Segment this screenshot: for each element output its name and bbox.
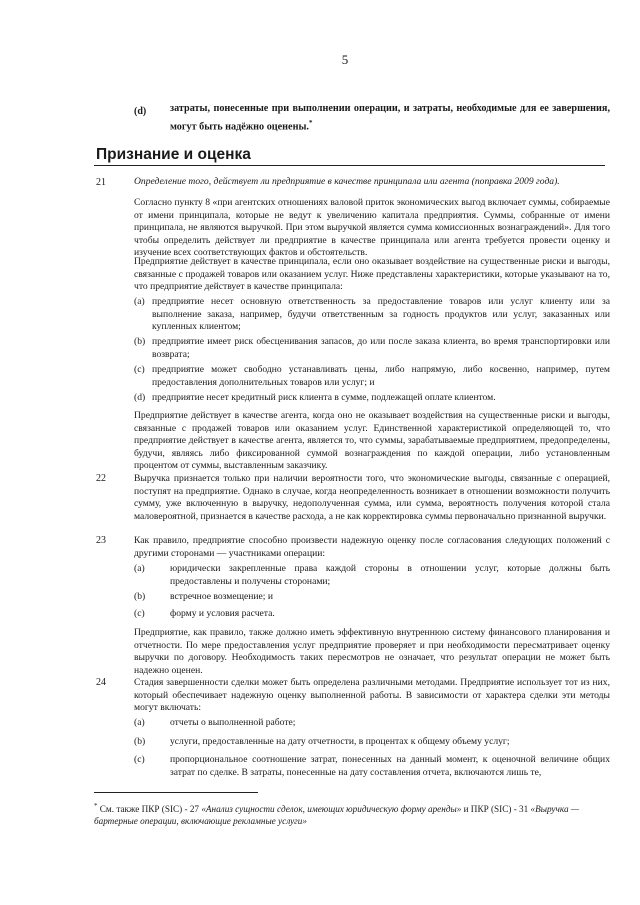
paragraph-text: Стадия завершенности сделки может быть определена различными методами. Предприятие использует тот из них, который обеспечивает надежную оценку выполненной работы. В зависимости от характера сделки эти методы могут включать: [134,677,610,713]
paragraph-number: 21 [96,177,106,188]
list-item-label: (d) [134,392,146,403]
footnote-title: «Выручка — бартерные операции, включающие рекламные услуги» [94,804,580,827]
list-item-label: (b) [134,336,146,347]
paragraph-text: Выручка признается только при наличии вероятности того, что экономические выгоды, связанные с операцией, поступят на предприятие. Однако в случае, когда неопределенность возникает в отношении возможности получить сумму, уже включенную в выручку, недополученная сумма, или сумма, вероятность получения которой стала маловероятной, признается в качестве расхода, а не как корректировка суммы первоначально признанной выручки. [134,473,610,522]
list-item-text: встречное возмещение; и [170,591,274,602]
list-item-label: (a) [134,717,145,728]
list-item-label: (b) [134,736,146,747]
list-item-label: (b) [134,591,146,602]
list-item-label: (c) [134,364,145,375]
list-item-label: (c) [134,754,145,765]
page-number: 5 [341,52,349,67]
list-item-label: (a) [134,563,145,574]
paragraph-number: 22 [96,473,106,484]
paragraph-heading: Определение того, действует ли предприятие в качестве принципала или агента (поправка 2009 года). [134,176,560,187]
list-item-label: (c) [134,608,145,619]
paragraph-number: 24 [96,677,106,688]
paragraph-text: Предприятие действует в качестве агента, когда оно не оказывает воздействия на существенные риски и выгоды, связанные с продажей товаров или оказанием услуг. Единственной характеристикой определяющей то, что предприятие действует в качестве агента, является то, что суммы, зарабатываемые предприятием, предопределены, будучи, являясь либо фиксированной суммой вознаграждения по каждой операции, либо установленным процентом от суммы, выставленным заказчику. [134,410,610,471]
paragraph-text: Как правило, предприятие способно произвести надежную оценку после согласования следующих положений с другими сторонами — участниками операции: [134,535,610,559]
footnote: * См. также ПКР (SIC) - 27 «Анализ сущности сделок, имеющих юридическую форму аренды» и ПКР (SIC) - 31 «Выручка — бартерные операции, включающие рекламные услуги» [94,802,580,827]
footnote-divider [94,792,258,793]
list-item-text: затраты, понесенные при выполнении операции, и затраты, необходимые для ее завершения, могут быть надёжно оценены.* [170,103,610,133]
list-item-label: (d) [134,106,147,117]
list-item-text: отчеты о выполненной работе; [170,717,296,728]
footnote-mark: * [308,119,313,127]
paragraph-text: Согласно пункту 8 «при агентских отношениях валовой приток экономических выгод включает суммы, собираемые от имени принципала, которые не ведут к увеличению капитала предприятия. Суммы, собранные от имени принципала, не являются выручкой. При этом выручкой является сумма комиссионных вознаграждений». Для того чтобы определить действует ли предприятие в качестве принципала или агента требуется провести оценку и изучение всех соответствующих фактов и обстоятельств. [134,197,610,258]
list-item-text: услуги, предоставленные на дату отчетности, в процентах к общему объему услуг; [170,736,510,747]
list-item-text: предприятие может свободно устанавливать цены, либо напрямую, либо косвенно, например, путем предоставления дополнительных товаров или услуг; и [152,364,610,388]
list-item-text: предприятие имеет риск обесценивания запасов, до или после заказа клиента, во время транспортировки или возврата; [152,336,610,360]
list-item-label: (a) [134,296,145,307]
paragraph-text: Предприятие действует в качестве принципала, если оно оказывает воздействие на существенные риски и выгоды, связанные с продажей товаров или оказанием услуг. Ниже представлены характеристики, которые указывают на то, что предприятие действует в качестве принципала: [134,256,610,292]
footnote-mark: * [94,802,98,810]
footnote-title: «Анализ сущности сделок, имеющих юридическую форму аренды» [201,804,462,815]
list-item-text: пропорциональное соотношение затрат, понесенных на данный момент, к оценочной величине общих затрат по сделке. В затраты, понесенные на дату составления отчета, включаются лишь те, [170,754,610,778]
list-item-text: юридически закрепленные права каждой стороны в отношении услуг, которые должны быть предоставлены и получены сторонами; [170,563,610,587]
list-item-text: предприятие несет кредитный риск клиента в сумме, подлежащей оплате клиентом. [152,392,496,403]
section-divider [94,165,605,166]
paragraph-text: Предприятие, как правило, также должно иметь эффективную внутреннюю систему финансового планирования и отчетности. По мере предоставления услуг предприятие проверяет и при необходимости пересматривает оценку выручки по договору. Необходимость таких пересмотров не означает, что результат операции не может быть надежно оценен. [134,627,610,676]
list-item-text: предприятие несет основную ответственность за предоставление товаров или услуг клиенту или за выполнение заказа, например, будучи ответственным за годность продуктов или услуг, заказанных или купленных клиентом; [152,296,610,332]
list-item-text: форму и условия расчета. [170,608,275,619]
paragraph-number: 23 [96,535,106,546]
section-title: Признание и оценка [96,146,251,163]
